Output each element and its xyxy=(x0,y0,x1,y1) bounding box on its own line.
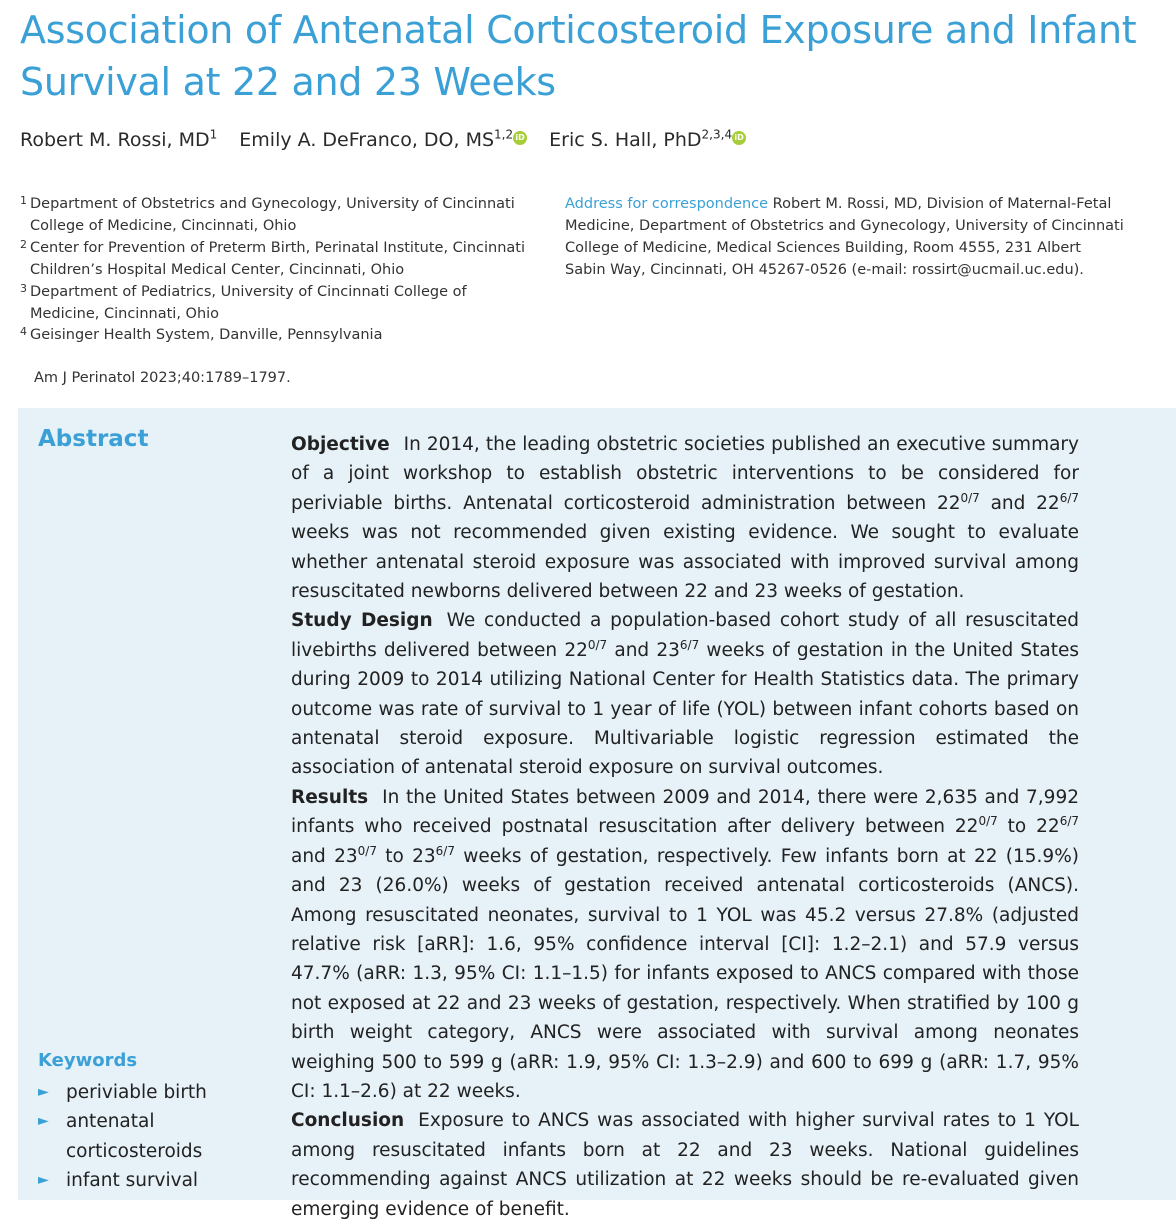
gestational-days-superscript: 6/7 xyxy=(435,843,455,858)
affiliation-list xyxy=(20,194,540,347)
journal-citation: Am J Perinatol 2023;40:1789–1797. xyxy=(34,370,291,386)
author-name: Robert M. Rossi, MD xyxy=(20,129,210,152)
abstract-section-conclusion: Conclusion Exposure to ANCS was associated with higher survival rates to 1 YOL among resuscitated infants born at 22 and 23 weeks. National guidelines recommending against ANCS utilization at 22 weeks should be re-evaluated given emerging evidence of benefit. xyxy=(291,1110,1079,1220)
affiliation-text: Geisinger Health System, Danville, Pennsylvania xyxy=(30,327,383,344)
correspondence-label: Address for correspondence xyxy=(565,196,769,212)
keyword-text: periviable birth xyxy=(66,1082,207,1103)
orcid-icon[interactable]: iD xyxy=(732,131,746,145)
article-title: Association of Antenatal Corticosteroid Exposure and Infant Survival at 22 and 23 Weeks xyxy=(20,8,1137,104)
gestational-days-superscript: 0/7 xyxy=(960,490,980,505)
affiliation-item xyxy=(20,194,540,238)
keyword-text: antenatal corticosteroids xyxy=(66,1111,203,1162)
keyword-text: infant survival xyxy=(66,1170,199,1192)
abstract-panel xyxy=(18,408,1176,1220)
gestational-days-superscript: 6/7 xyxy=(1059,490,1079,505)
author-affiliation-marker: 1 xyxy=(209,128,218,142)
gestational-days-superscript: 6/7 xyxy=(1059,814,1080,829)
abstract-body xyxy=(291,430,1079,1224)
affiliation-number: 2 xyxy=(20,237,27,251)
affiliation-number: 4 xyxy=(20,325,27,339)
gestational-days-superscript: 0/7 xyxy=(587,637,608,652)
keywords-heading: Keywords xyxy=(38,1050,138,1071)
correspondence-text: Robert M. Rossi, MD, Division of Maternal-Fetal Medicine, Department of Obstetrics and Gynecology, University of Cincinnati College of Medicine, Medical Sciences Building, Room 4555, 231 Albert Sabin Way, Cincinnati, OH 45267-0526 (e-mail: rossirt@ucmail.uc.edu). xyxy=(565,196,1124,278)
gestational-days-superscript: 0/7 xyxy=(978,814,998,829)
affiliation-item xyxy=(20,325,540,347)
gestational-days-superscript: 0/7 xyxy=(357,843,377,858)
affiliation-text: Department of Obstetrics and Gynecology, University of Cincinnati College of Medicine, Cincinnati, Ohio xyxy=(30,196,515,234)
correspondence-block xyxy=(565,194,1125,282)
section-label: Conclusion xyxy=(291,1110,405,1132)
abstract-heading: Abstract xyxy=(38,426,149,452)
orcid-icon[interactable]: iD xyxy=(513,131,527,145)
affiliation-text: Department of Pediatrics, University of Cincinnati College of Medicine, Cincinnati, Ohio xyxy=(30,283,467,322)
affiliation-item xyxy=(20,238,540,282)
author-3 xyxy=(549,129,746,151)
abstract-section-results: Results In the United States between 2009 and 2014, there were 2,635 and 7,992 infants who received postnatal resuscitation after delivery between $22^{0/7}$ to $22^{6/7}$ and $23^{0/7}$ to $23^{6/7}$ weeks of gestation, respectively. Few infants born at 22 (15.9%) and 23 (26.0%) weeks of gestation received antenatal corticosteroids (ANCS). Among resuscitated neonates, survival to 1 YOL was 45.2 versus 27.8% (adjusted relative risk [aRR]: 1.6, 95% confidence interval [CI]: 1.2–2.1) and 57.9 versus 47.7% (aRR: 1.3, 95% CI: 1.1–1.5) for infants exposed to ANCS compared with those not exposed at 22 and 23 weeks of gestation, respectively. When stratified by 100 g birth weight category, ANCS were associated with survival among neonates weighing 500 to 599 g (aRR: 1.9, 95% CI: 1.3–2.9) and 600 to 699 g (aRR: 1.7, 95% CI: 1.1–2.6) at 22 weeks. xyxy=(291,786,1080,1102)
affiliation-text: Center for Prevention of Preterm Birth, Perinatal Institute, Cincinnati Children’s Hospital Medical Center, Cincinnati, Ohio xyxy=(30,239,525,278)
keyword-list xyxy=(38,1078,278,1196)
author-list xyxy=(20,128,768,151)
abstract-section-study-design: Study Design We conducted a population-based cohort study of all resuscitated livebirths delivered between $22^{0/7}$ and $23^{6/7}$ weeks of gestation in the United States during 2009 to 2014 utilizing National Center for Health Statistics data. The primary outcome was rate of survival to 1 year of life (YOL) between infant cohorts based on antenatal steroid exposure. Multivariable logistic regression estimated the association of antenatal steroid exposure on survival outcomes. xyxy=(291,610,1080,779)
author-affiliation-marker: 2,3,4 xyxy=(701,128,733,142)
section-label: Study Design xyxy=(291,610,433,632)
affiliation-number: 3 xyxy=(20,281,27,295)
keyword-item[interactable] xyxy=(38,1107,278,1166)
affiliation-item xyxy=(20,282,540,326)
arrow-right-icon: ► xyxy=(38,1113,49,1130)
keyword-item[interactable] xyxy=(38,1078,278,1107)
arrow-right-icon: ► xyxy=(38,1172,49,1189)
arrow-right-icon: ► xyxy=(38,1084,49,1100)
author-affiliation-marker: 1,2 xyxy=(494,128,514,142)
author-name: Emily A. DeFranco, DO, MS xyxy=(239,129,495,152)
abstract-section-objective: Objective In 2014, the leading obstetric societies published an executive summary of a joint workshop to establish obstetric interventions to be considered for periviable births. Antenatal corticosteroid administration between $22^{0/7}$ and $22^{6/7}$ weeks was not recommended given existing evidence. We sought to evaluate whether antenatal steroid exposure was associated with improved survival among resuscitated newborns delivered between 22 and 23 weeks of gestation. xyxy=(291,434,1079,603)
author-name: Eric S. Hall, PhD xyxy=(549,129,702,152)
keyword-item[interactable] xyxy=(38,1166,278,1195)
gestational-days-superscript: 6/7 xyxy=(679,637,700,652)
section-label: Objective xyxy=(291,434,390,455)
section-label: Results xyxy=(291,786,369,808)
author-2 xyxy=(239,129,527,151)
author-1 xyxy=(20,129,217,151)
affiliation-number: 1 xyxy=(20,194,27,207)
